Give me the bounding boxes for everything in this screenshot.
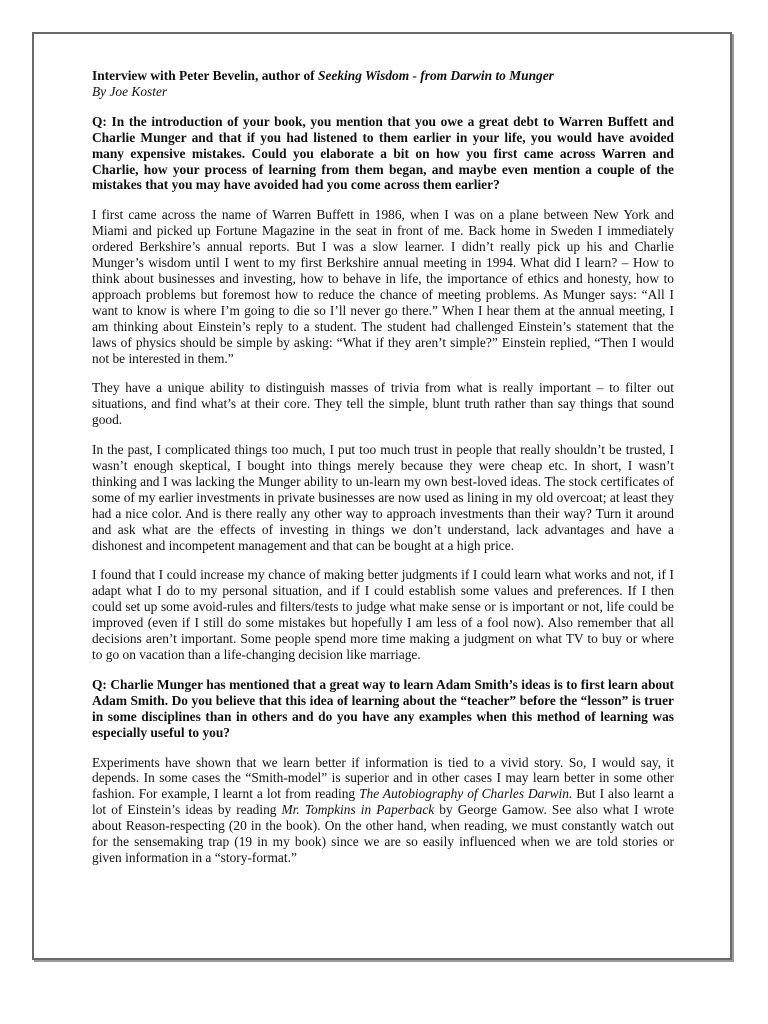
document-title [92,68,674,84]
answer-2-text-3: by George Gamow. See also what I wrote about Reason-respecting (20 in the book). On the other hand, when reading, we must constantly watch out for the sensemaking trap (19 in my book) since we are so easily influenced when we are told stories or given information in a “story-format.” [92,802,675,865]
answer-2-text-2: But I also learnt a lot of Einstein’s ideas by reading [92,786,674,818]
answer-1-paragraph-2: They have a unique ability to distinguish masses of trivia from what is really important – to filter out situations, and find what’s at their core. They tell the simple, blunt truth rather than say things that sound good. [92,380,674,428]
book-title: Seeking Wisdom - from Darwin to Munger [318,68,554,83]
answer-1-paragraph-3: In the past, I complicated things too much, I put too much trust in people that really shouldn’t be trusted, I wasn’t enough skeptical, I bought into things merely because they were cheap etc. In short, I wasn’t thinking and I was lacking the Munger ability to un-learn my own best-loved ideas. The stock certificates of some of my earlier investments in private businesses are now used as lining in my old overcoat; at least they had a nice color. And is there really any other way to approach investments than their way? Turn it around and ask what are the effects of investing in things we don’t understand, lack advantages and have a dishonest and incompetent management and that can be bought at a high price. [92,442,674,553]
question-1: Q: In the introduction of your book, you mention that you owe a great debt to Warren Buffett and Charlie Munger and that if you had listened to them earlier in your life, you would have avoided many expensive mistakes. Could you elaborate a bit on how you first came across Warren and Charlie, how your process of learning from them began, and maybe even mention a couple of the mistakes that you may have avoided had you come across them earlier? [92,113,674,193]
answer-2-text-1: Experiments have shown that we learn better if information is tied to a vivid story. So, I would say, it depends. In some cases the “Smith-model” is superior and in other cases I may learn better in some other fashion. For example, I learnt a lot from reading [92,754,674,802]
page-frame [32,32,732,960]
book-title-tompkins: Mr. Tompkins in Paperback [281,802,435,818]
title-prefix: Interview with Peter Bevelin, author of [92,68,318,83]
answer-1-paragraph-1: I first came across the name of Warren Buffett in 1986, when I was on a plane between New York and Miami and picked up Fortune Magazine in the seat in front of me. Back home in Sweden I immediately ordered Berkshire’s annual reports. But I was a slow learner. I didn’t really pick up his and Charlie Munger’s wisdom until I went to my first Berkshire annual meeting in 1994. What did I learn? – How to think about businesses and investing, how to behave in life, the importance of ethics and honesty, how to approach problems but foremost how to reduce the chance of meeting problems. As Munger says: “All I want to know is where I’m going to die so I’ll never go there.” When I hear them at the annual meeting, I am thinking about Einstein’s reply to a student. The student had challenged Einstein’s statement that the laws of physics should be simple by asking: “What if they aren’t simple?” Einstein replied, “Then I would not be interested in them.” [92,207,674,366]
answer-2-paragraph [92,755,674,866]
question-2: Q: Charlie Munger has mentioned that a great way to learn Adam Smith’s ideas is to first learn about Adam Smith. Do you believe that this idea of learning about the “teacher” before the “lesson” is truer in some disciplines than in others and do you have any examples when this method of learning was especially useful to you? [92,676,674,740]
document-body [92,68,674,880]
answer-1-paragraph-4: I found that I could increase my chance of making better judgments if I could learn what works and not, if I adapt what I do to my personal situation, and if I could establish some values and preferences. If I then could set up some avoid-rules and filters/tests to judge what make sense or is important or not, life could be improved (even if I still do some mistakes but hopefully I am less of a fool now). Also remember that all decisions aren’t important. Some people spend more time making a judgment on what TV to buy or where to go on vacation than a life-changing decision like marriage. [92,567,674,662]
byline: By Joe Koster [92,83,168,99]
book-title-darwin: The Autobiography of Charles Darwin. [359,786,573,802]
